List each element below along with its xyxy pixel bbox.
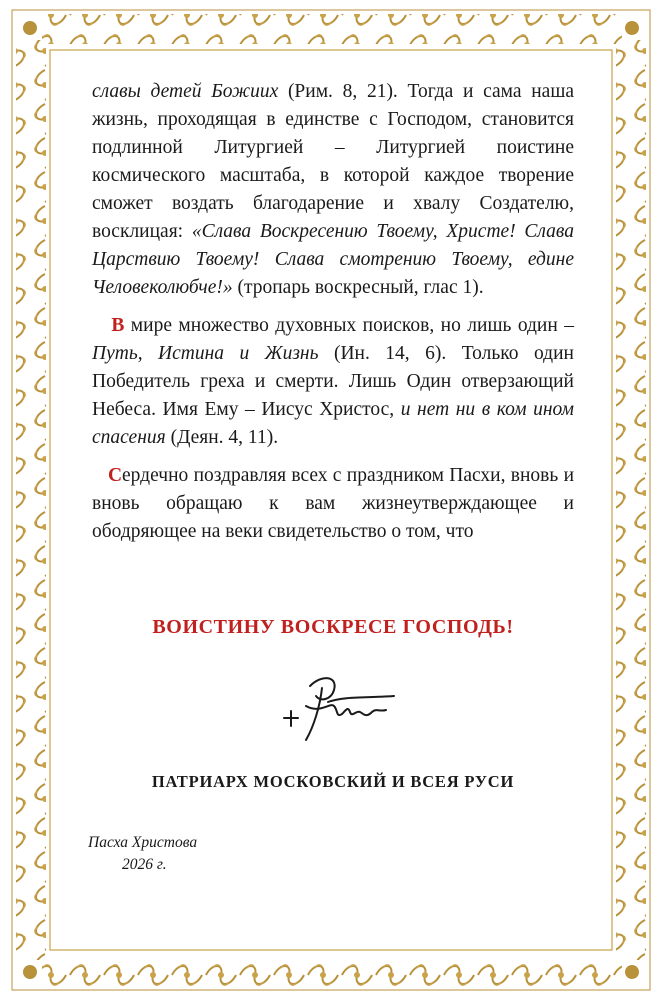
frame-border-bottom xyxy=(42,956,622,986)
paragraph-3 xyxy=(92,462,574,546)
citation-italic: Путь, Истина и Жизнь xyxy=(92,343,319,364)
paragraph-text: (Деян. 4, 11). xyxy=(165,427,279,448)
citation-italic: и нет ни в ком ином спасения xyxy=(92,399,574,448)
paragraph-text: (тропарь воскресный, глас 1). xyxy=(232,277,484,298)
paragraph-text: ердечно поздравляя всех с праздником Пасхи, вновь и вновь обращаю к вам жизнеутверждающее и ободряющее на веки свидетельство о том, что xyxy=(92,465,574,542)
paragraph-text: (Рим. 8, 21). Тогда и сама наша жизнь, проходящая в единстве с Господом, становится подлинной Литургией – Литургией поистине космического масштаба, в которой каждое творение сможет воздать благодарение и хвалу Создателю, восклицая: xyxy=(92,81,574,242)
troparion-quote: «Слава Воскресению Твоему, Христе! Слава Царствию Твоему! Слава смотрению Твоему, едине Человеколюбче!» xyxy=(92,221,574,298)
paragraph-1 xyxy=(92,78,574,302)
date-block xyxy=(88,832,288,876)
date-line-1: Пасха Христова xyxy=(88,834,198,851)
date-line-2: 2026 г. xyxy=(122,856,167,873)
paragraph-text: мире множество духовных поисков, но лишь один – xyxy=(124,315,574,336)
proclamation: ВОИСТИНУ ВОСКРЕСЕ ГОСПОДЬ! xyxy=(152,616,514,638)
citation-italic: славы детей Божиих xyxy=(92,81,279,102)
frame-border-right xyxy=(616,40,646,960)
frame-border-left xyxy=(16,40,46,960)
signatory-title: ПАТРИАРХ МОСКОВСКИЙ И ВСЕЯ РУСИ xyxy=(151,772,515,791)
drop-cap: В xyxy=(111,315,125,336)
paragraph-2 xyxy=(92,312,574,452)
drop-cap: С xyxy=(107,465,123,486)
handwritten-signature xyxy=(276,666,406,750)
frame-border-top xyxy=(42,14,622,44)
letter-body xyxy=(92,78,574,556)
paragraph-text: (Ин. 14, 6). Только один Победитель греха и смерти. Лишь Один отверзающий Небеса. Имя Ему – Иисус Христос, xyxy=(92,343,574,420)
